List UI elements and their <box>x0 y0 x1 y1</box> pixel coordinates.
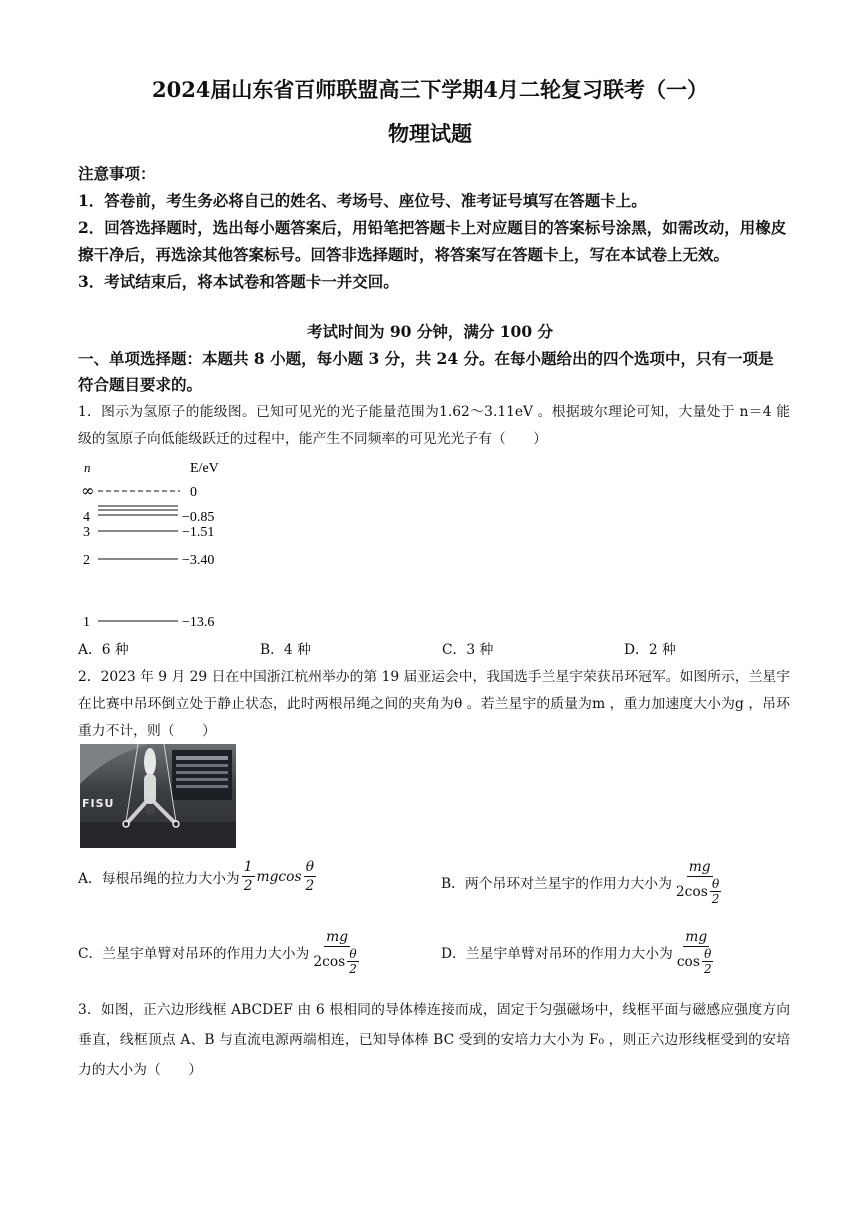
option-d: D．2 种 <box>624 642 676 658</box>
fraction <box>674 858 726 906</box>
q2-option-d <box>441 928 720 976</box>
exam-time: 考试时间为 90 分钟，满分 100 分 <box>306 322 553 341</box>
fraction-denominator: 2 <box>305 878 315 894</box>
section-heading: 一、单项选择题：本题共 8 小题，每小题 3 分，共 24 分。在每小题给出的四个选项中，只有一项是符合题目要求的。 <box>78 349 774 394</box>
fraction-denominator: 2 <box>711 892 720 906</box>
question-1 <box>78 399 790 453</box>
fraction-denominator: 2 <box>349 962 357 976</box>
note-item: 2．回答选择题时，选出每小题答案后，用铅笔把答题卡上对应题目的答案标号涂黑，如需改动，用橡皮擦干净后，再选涂其他答案标号。回答非选择题时，将答案写在答题卡上，写在本试卷上无效。 <box>78 218 787 264</box>
level-e-value: −3.40 <box>182 553 215 568</box>
gymnast-photo <box>80 744 236 848</box>
level-e-value: 0 <box>190 485 197 500</box>
option-c: C．3 种 <box>442 642 494 658</box>
q2-option-b-prefix: B．两个吊环对兰星宇的作用力大小为 <box>441 876 672 892</box>
fraction-denominator <box>674 877 726 906</box>
fraction-numerator: θ <box>305 859 315 875</box>
e-axis-label: E/eV <box>190 461 219 476</box>
notes-heading: 注意事项： <box>78 164 156 183</box>
fraction <box>702 947 714 976</box>
q2-option-c <box>78 928 365 976</box>
fraction-numerator: θ <box>349 947 357 961</box>
level-e-value: −1.51 <box>182 525 215 540</box>
question-2 <box>78 664 790 745</box>
option-a: A．6 种 <box>78 642 129 658</box>
fraction <box>675 928 718 976</box>
fraction-denominator: 2 <box>243 878 253 894</box>
fraction <box>242 858 255 895</box>
note-item: 3．考试结束后，将本试卷和答题卡一并交回。 <box>78 272 399 291</box>
level-n-label: 4 <box>83 510 90 525</box>
fraction <box>311 928 363 976</box>
fraction <box>710 877 722 906</box>
fraction-numerator: mg <box>688 859 711 875</box>
fraction <box>304 858 317 895</box>
q2-option-b <box>441 858 727 906</box>
cos-term: cos <box>676 953 700 970</box>
n-axis-label: n <box>84 460 91 475</box>
notes-block <box>78 160 788 295</box>
exam-title: 2024届山东省百师联盟高三下学期4月二轮复习联考（一） <box>151 77 709 102</box>
fraction-numerator: θ <box>712 877 720 891</box>
fraction-denominator: 2 <box>703 962 712 976</box>
cos-term: 2cos <box>313 953 346 970</box>
fraction <box>347 947 359 976</box>
fraction-numerator: 1 <box>243 859 253 875</box>
cos-term: 2cos <box>675 883 708 900</box>
level-e-value: −13.6 <box>182 615 215 630</box>
question-3 <box>78 995 790 1085</box>
q2-option-a <box>78 858 318 895</box>
energy-level-diagram <box>78 460 248 632</box>
question-3-text: 3．如图，正六边形线框 ABCDEF 由 6 根相同的导体棒连接而成，固定于匀强磁场中，线框平面与磁感应强度方向垂直，线框顶点 A、B 与直流电源两端相连，已知导体棒 BC 受到的安培力大小为 F₀ ，则正六边形线框受到的安培力的大小为（ ） <box>78 1002 790 1078</box>
level-n-label: ∞ <box>81 481 95 500</box>
gymnast-illustration <box>80 744 236 848</box>
fraction-numerator: mg <box>685 929 708 945</box>
option-b: B．4 种 <box>260 642 311 658</box>
fraction-numerator: θ <box>704 947 712 961</box>
fisu-logo-text: FISU <box>82 797 115 810</box>
note-item: 1．答卷前，考生务必将自己的姓名、考场号、座位号、准考证号填写在答题卡上。 <box>78 191 647 210</box>
exam-subject: 物理试题 <box>388 121 472 146</box>
level-n-label: 1 <box>83 615 90 630</box>
level-n-label: 2 <box>83 553 90 568</box>
formula-term: mgcos <box>256 868 302 885</box>
q2-option-a-prefix: A．每根吊绳的拉力大小为 <box>78 870 240 887</box>
fraction-denominator <box>675 947 718 976</box>
question-2-text: 2．2023 年 9 月 29 日在中国浙江杭州举办的第 19 届亚运会中，我国选手兰星宇荣获吊环冠军。如图所示，兰星宇在比赛中吊环倒立处于静止状态，此时两根吊绳之间的夹角为θ 。若兰星宇的质量为m ，重力加速度大小为g ，吊环重力不计，则（ ） <box>78 669 790 739</box>
q2-option-d-prefix: D．兰星宇单臂对吊环的作用力大小为 <box>441 946 673 962</box>
level-e-value: −0.85 <box>182 510 215 525</box>
fraction-numerator: mg <box>326 929 349 945</box>
question-1-text: 1．图示为氢原子的能级图。已知可见光的光子能量范围为1.62～3.11eV 。根据玻尔理论可知，大量处于 n＝4 能级的氢原子向低能级跃迁的过程中，能产生不同频率的可见光光子有（ ） <box>78 404 790 447</box>
fraction-denominator <box>311 947 363 976</box>
level-n-label: 3 <box>83 525 90 540</box>
q2-option-c-prefix: C．兰星宇单臂对吊环的作用力大小为 <box>78 946 310 962</box>
